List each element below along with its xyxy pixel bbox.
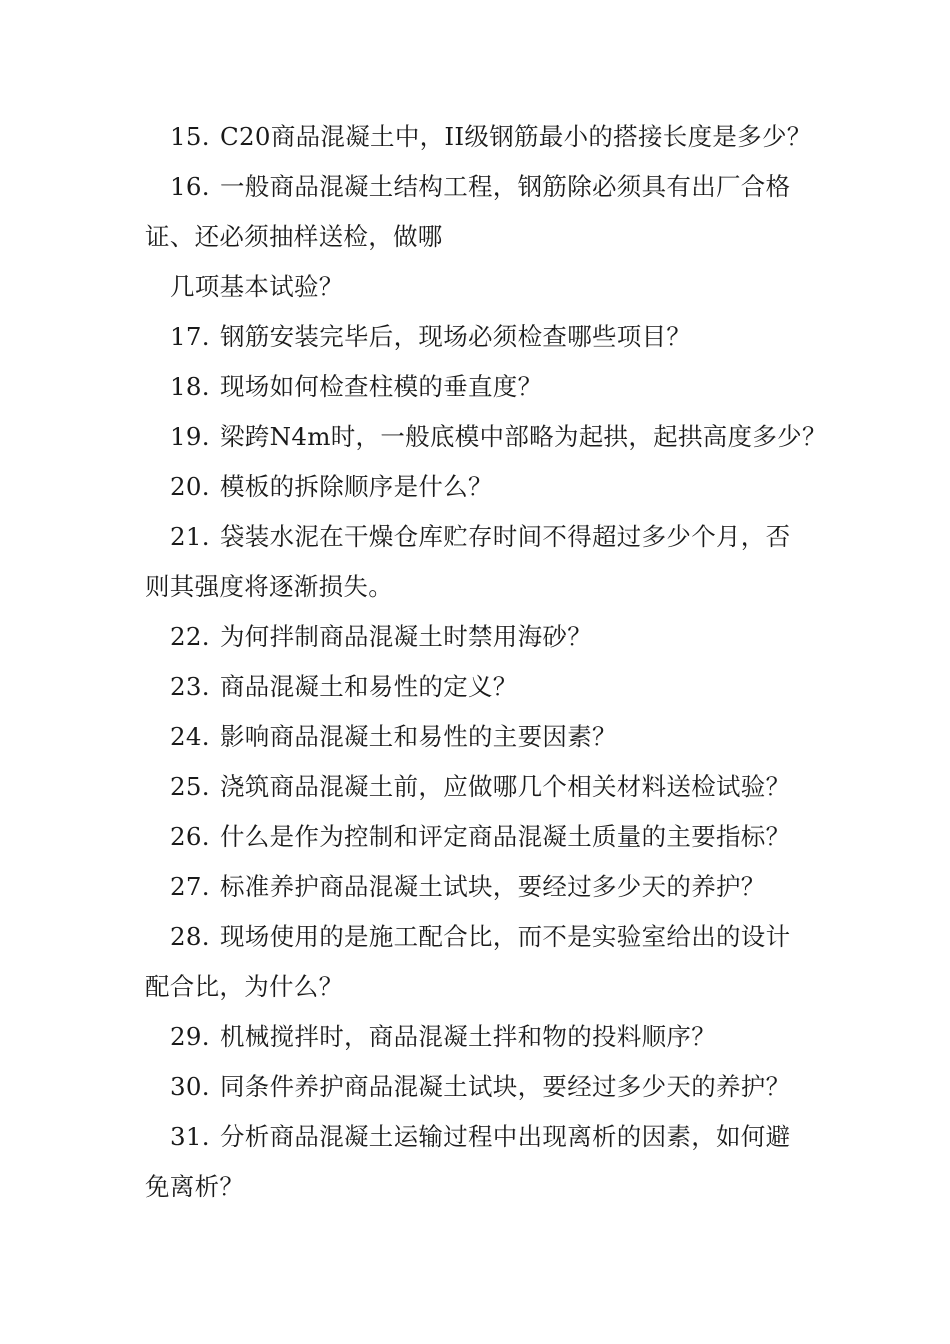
question-23 <box>145 662 845 712</box>
question-number: 15. <box>170 122 210 151</box>
question-31-continuation <box>145 1162 845 1212</box>
question-number: 23. <box>170 672 210 701</box>
question-28-continuation <box>145 962 845 1012</box>
question-text: 分析商品混凝土运输过程中出现离析的因素，如何避 <box>220 1122 791 1151</box>
question-number: 31. <box>170 1122 210 1151</box>
question-text: 免离析？ <box>145 1172 245 1201</box>
question-number: 28. <box>170 922 210 951</box>
question-28 <box>145 912 845 962</box>
question-text: 几项基本试验？ <box>170 272 344 301</box>
question-number: 30. <box>170 1072 210 1101</box>
question-21-continuation <box>145 562 845 612</box>
question-text: 梁跨N4m时，一般底模中部略为起拱，起拱高度多少？ <box>220 422 827 451</box>
question-27 <box>145 862 845 912</box>
question-number: 20. <box>170 472 210 501</box>
question-number: 22. <box>170 622 210 651</box>
question-text: 一般商品混凝土结构工程，钢筋除必须具有出厂合格 <box>220 172 791 201</box>
question-16-continuation <box>145 262 845 312</box>
question-number: 25. <box>170 772 210 801</box>
question-number: 21. <box>170 522 210 551</box>
question-22 <box>145 612 845 662</box>
question-20 <box>145 462 845 512</box>
question-25 <box>145 762 845 812</box>
question-24 <box>145 712 845 762</box>
question-text: 模板的拆除顺序是什么？ <box>220 472 493 501</box>
question-number: 24. <box>170 722 210 751</box>
question-text: 证、还必须抽样送检，做哪 <box>145 222 443 251</box>
question-30 <box>145 1062 845 1112</box>
question-text: 浇筑商品混凝土前，应做哪几个相关材料送检试验？ <box>220 772 791 801</box>
question-text: 配合比，为什么？ <box>145 972 344 1001</box>
question-15 <box>145 112 845 162</box>
question-number: 17. <box>170 322 210 351</box>
question-text: 机械搅拌时，商品混凝土拌和物的投料顺序？ <box>220 1022 716 1051</box>
question-text: 现场使用的是施工配合比，而不是实验室给出的设计 <box>220 922 791 951</box>
question-26 <box>145 812 845 862</box>
question-text: 则其强度将逐渐损失。 <box>145 572 393 601</box>
question-text: 为何拌制商品混凝土时禁用海砂？ <box>220 622 592 651</box>
question-number: 16. <box>170 172 210 201</box>
question-number: 27. <box>170 872 210 901</box>
question-31 <box>145 1112 845 1162</box>
question-text: 同条件养护商品混凝土试块，要经过多少天的养护？ <box>220 1072 791 1101</box>
question-29 <box>145 1012 845 1062</box>
question-text: 现场如何检查柱模的垂直度？ <box>220 372 543 401</box>
question-text: 钢筋安装完毕后，现场必须检查哪些项目？ <box>220 322 692 351</box>
question-text: C20商品混凝土中，II级钢筋最小的搭接长度是多少？ <box>220 122 812 151</box>
question-16 <box>145 162 845 212</box>
question-17 <box>145 312 845 362</box>
question-number: 19. <box>170 422 210 451</box>
question-number: 29. <box>170 1022 210 1051</box>
question-18 <box>145 362 845 412</box>
question-list <box>145 112 845 1212</box>
question-21 <box>145 512 845 562</box>
question-19 <box>145 412 845 462</box>
question-number: 18. <box>170 372 210 401</box>
question-text: 什么是作为控制和评定商品混凝土质量的主要指标？ <box>220 822 791 851</box>
question-text: 影响商品混凝土和易性的主要因素？ <box>220 722 617 751</box>
question-16-continuation <box>145 212 845 262</box>
question-text: 商品混凝土和易性的定义？ <box>220 672 518 701</box>
question-text: 标准养护商品混凝土试块，要经过多少天的养护？ <box>220 872 766 901</box>
question-text: 袋装水泥在干燥仓库贮存时间不得超过多少个月，否 <box>220 522 791 551</box>
question-number: 26. <box>170 822 210 851</box>
